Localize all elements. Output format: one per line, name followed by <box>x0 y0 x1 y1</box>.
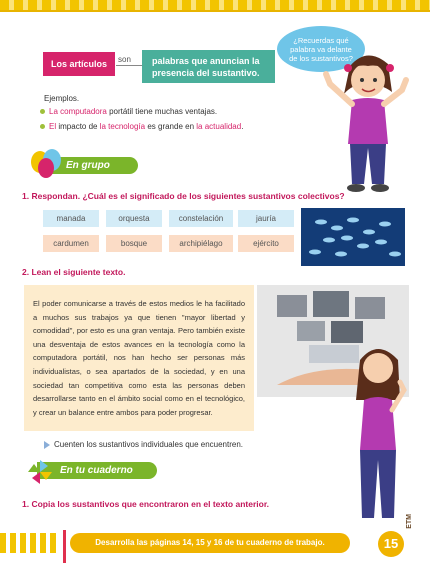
section-title-en-tu-cuaderno: En tu cuaderno <box>60 465 133 476</box>
definition-term: Los artículos <box>43 52 115 76</box>
example-2 <box>40 122 243 131</box>
girl-illustration-top <box>322 44 412 200</box>
side-label: ETM <box>406 514 413 529</box>
instruction-text: Cuenten los sustantivos individuales que encuentren. <box>54 440 244 449</box>
fish-school-image <box>301 208 405 266</box>
example-1 <box>40 107 217 116</box>
article-word: El <box>49 122 57 131</box>
footer-stripes <box>0 533 60 553</box>
example-text: portátil tiene muchas ventajas. <box>106 107 218 116</box>
page-number: 15 <box>378 531 404 557</box>
question-3: 1. Copia los sustantivos que encontraron en el texto anterior. <box>22 499 270 509</box>
word-cell: ejército <box>238 235 294 252</box>
balloons-icon <box>28 148 68 182</box>
bubble-text: ¿Recuerdas qué palabra va delante de los sustantivos? <box>289 35 353 63</box>
definition-meaning-text: palabras que anuncian la presencia del sustantivo. <box>152 55 260 78</box>
example-text: es grande en <box>145 122 197 131</box>
section-title-en-grupo: En grupo <box>66 160 110 171</box>
question-1: 1. Respondan. ¿Cuál es el significado de los siguientes sustantivos colectivos? <box>22 191 345 201</box>
instruction <box>44 440 243 449</box>
girl-illustration-bottom <box>338 330 418 530</box>
word-cell: constelación <box>169 210 233 227</box>
pinwheel-icon <box>26 458 54 486</box>
question-2: 2. Lean el siguiente texto. <box>22 267 126 277</box>
noun-word: tecnología <box>108 122 146 131</box>
article-word: la <box>99 122 106 131</box>
noun-word: computadora <box>60 107 107 116</box>
top-border <box>0 0 430 10</box>
pencil-decoration <box>63 530 66 563</box>
example-text: impacto de <box>56 122 100 131</box>
footer-text: Desarrolla las páginas 14, 15 y 16 de tu cuaderno de trabajo. <box>95 538 325 547</box>
article-word: la <box>196 122 203 131</box>
word-cell: orquesta <box>106 210 162 227</box>
top-line <box>0 10 430 12</box>
triangle-bullet-icon <box>44 441 50 449</box>
word-cell: cardumen <box>43 235 99 252</box>
bullet-icon <box>40 109 45 114</box>
example-text: . <box>241 122 244 131</box>
article-word: La <box>49 107 58 116</box>
word-cell: jauría <box>238 210 294 227</box>
word-cell: archipiélago <box>169 235 233 252</box>
connector-line <box>116 65 142 66</box>
reading-text: El poder comunicarse a través de estos medios le ha facilitado a muchos sus trabajos ya que tienen "mayor libertad y comodidad", por esto es una gran ventaja. Pero también existe una desventaja de estos avances en la tecnología como la computadora portátil, nos han hecho ser personas más individualistas, o sea apartados de la sociedad, y en una sociedad tan competitiva como esta las personas deben desarrollarse tanto en el ámbito social como en el tecnológico, y crear un balance entre ambos para poder progresar. <box>33 299 245 417</box>
word-cell: bosque <box>106 235 162 252</box>
bullet-icon <box>40 124 45 129</box>
definition-connector: son <box>118 55 131 64</box>
examples-label: Ejemplos. <box>44 94 80 103</box>
definition-meaning <box>142 50 275 83</box>
word-cell: manada <box>43 210 99 227</box>
noun-word: actualidad <box>204 122 242 131</box>
